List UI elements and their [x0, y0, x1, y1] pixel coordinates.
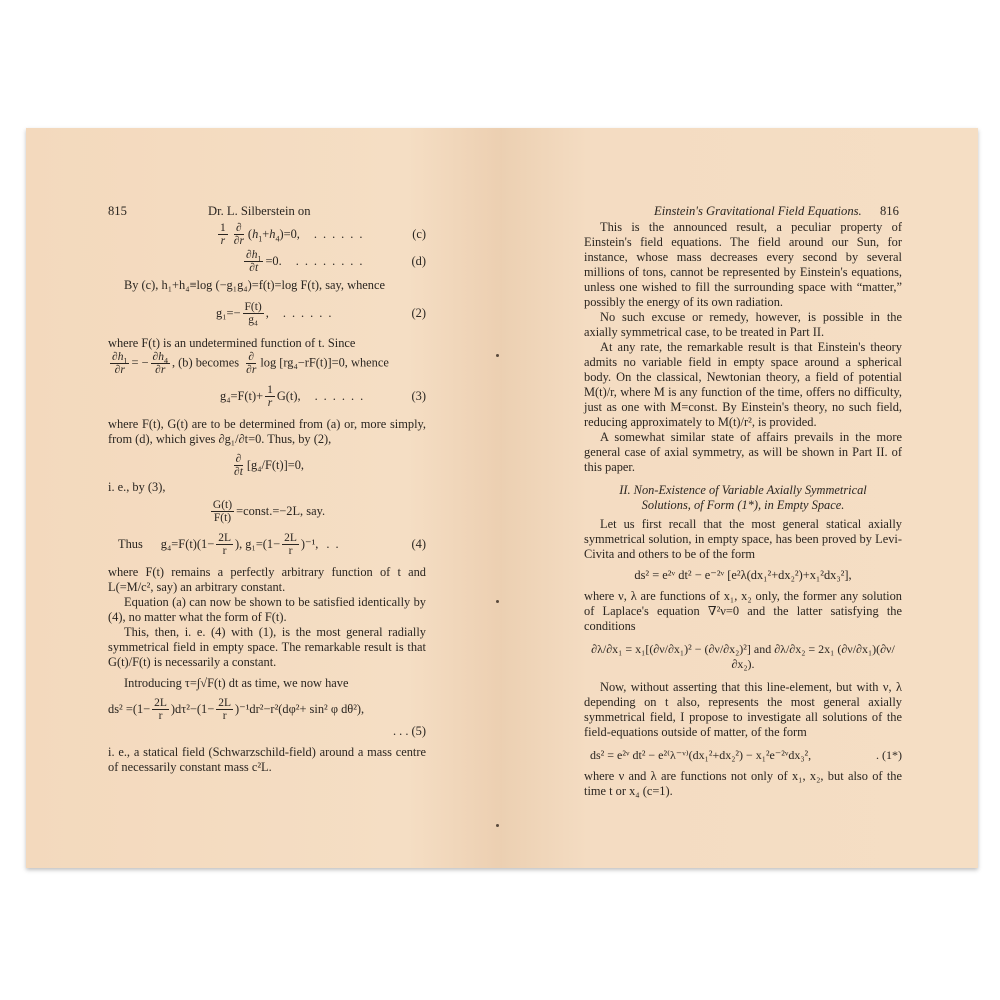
- gutter-mark: [496, 824, 499, 827]
- paragraph-4: A somewhat similar state of affairs prevails in the more general case of axial symmetry, as will be shown in Part II. of this paper.: [584, 430, 902, 474]
- paragraph-5: Let us first recall that the most general statical axially symmetrical solution, in empty space, has been proved by Levi-Civita and others to be of the form: [584, 517, 902, 561]
- paragraph-equation-a: Equation (a) can now be shown to be satisfied identically by (4), no matter what the form of F(t).: [108, 595, 426, 624]
- paragraph-introducing: Introducing τ=∫√F(t) dt as time, we now have: [124, 676, 349, 690]
- equation-c: $\frac{1}{r}$ $\frac{\partial}{\partial r}$ $(h_1+h_4)=0$, ...... (c): [220, 222, 426, 247]
- gutter-mark: [496, 354, 499, 357]
- right-page-body: [584, 220, 902, 799]
- paragraph-where-3: where F(t) remains a perfectly arbitrary function of t and L(=M/c², say) an arbitrary constant.: [108, 565, 426, 594]
- paragraph-by-c: By (c), h₁+h₄≡log (−g₁g₄)=f(t)=log F(t), say, whence: [124, 278, 385, 292]
- paragraph-where-2: where F(t), G(t) are to be determined from (a) or, more simply, from (d), which gives ∂g₁/∂t=0. Thus, by (2),: [108, 417, 426, 446]
- paragraph-3: At any rate, the remarkable result is that Einstein's theory admits no variable field in empty space around a spherical body. On the classical, Newtonian theory, a field of potential M(t)/r, where M is any function of the time, offers no difficulty, just as one with M=const. By Einstein's theory, no such field, reducing approximately to M(t)/r², is provided.: [584, 340, 902, 429]
- paragraph-where-1-cont: $\frac{\partial h_1}{\partial r}$ = − $\frac{\partial h_4}{\partial r}$ , (b) becomes $\frac{\partial}{\partial r}$ log [rg₄−rF(t)]=0, whence: [112, 351, 389, 376]
- equation-3: g₄=F(t)+ $\frac{1}{r}$ G(t), ...... (3): [220, 384, 426, 409]
- equation-d: $\frac{\partial h_1}{\partial t}$ =0. ........ (d): [246, 249, 426, 274]
- paragraph-this-then: This, then, i. e. (4) with (1), is the most general radially symmetrical field in empty space. The remarkable result is that G(t)/F(t) is necessarily a constant.: [108, 625, 426, 669]
- equation-static-line-element: ds² = e²ᵛ dt² − e⁻²ᵛ [e²λ(dx₁²+dx₂²)+x₁²dx₃²],: [634, 568, 852, 582]
- paragraph-ie: i. e., by (3),: [108, 480, 166, 494]
- paragraph-ie-2: i. e., a statical field (Schwarzschild-field) around a mass centre of necessarily constant mass c²L.: [108, 745, 426, 774]
- equation-conditions: ∂λ/∂x₁ = x₁[(∂ν/∂x₁)² − (∂ν/∂x₂)²] and ∂λ/∂x₂ = 2x₁ (∂ν/∂x₁)(∂ν/∂x₂).: [591, 642, 895, 671]
- page-number-right: 816: [880, 204, 899, 218]
- paragraph-7: Now, without asserting that this line-element, but with ν, λ depending on t also, represents the most general axially symmetrical field, I propose to investigate all solutions of the field-equations outside of matter, of the form: [584, 680, 902, 739]
- paragraph-where-1: where F(t) is an undetermined function of t. Since: [108, 336, 356, 350]
- equation-4: Thus g₄=F(t)(1− $\frac{2L}{r}$ ), g₁=(1− $\frac{2L}{r}$ )⁻¹, .. (4): [118, 532, 426, 557]
- paragraph-6: where ν, λ are functions of x₁, x₂ only, the former any solution of Laplace's equation ∇²ν=0 and the latter satisfying the conditions: [584, 589, 902, 633]
- gutter-mark: [496, 600, 499, 603]
- section-title-line-2: Solutions, of Form (1*), in Empty Space.: [641, 498, 845, 512]
- page-number-left: 815: [108, 204, 127, 218]
- right-page: [502, 128, 978, 868]
- section-title-line-1: II. Non-Existence of Variable Axially Symmetrical: [619, 483, 867, 497]
- left-page: [26, 128, 502, 868]
- equation-1-star: ds² = e²ᵛ dt² − e²⁽λ⁻ᵛ⁾(dx₁²+dx₂²) − x₁²e⁻²ᵛdx₃², . (1*): [590, 748, 902, 762]
- equation-2: g₁=− $\frac{F(t)}{\text{g₄}}$ , ...... (2): [216, 301, 426, 326]
- equation-dt: $\frac{\partial}{\partial t}$ [g₄/F(t)]=0,: [234, 453, 304, 478]
- running-head-right: Einstein's Gravitational Field Equations.: [654, 204, 862, 218]
- equation-const: $\frac{G(t)}{F(t)}$ =const.=−2L, say.: [212, 499, 326, 524]
- equation-5: ds² =(1− $\frac{2L}{r}$ )dτ²−(1− $\frac{2L}{r}$ )⁻¹dr²−r²(dφ²+ sin² φ dθ²),: [108, 697, 365, 722]
- section-heading: [584, 483, 902, 513]
- equation-5-label: . . . (5): [392, 724, 426, 738]
- paragraph-1: This is the announced result, a peculiar property of Einstein's field equations. The field around our Sun, for instance, whose mass decreases every second by several millions of tons, cannot be represented by Einstein's equations, unless one wished to fill the surrounding space with “matter,” possibly the energy of its own radiation.: [584, 220, 902, 309]
- running-head-left: Dr. L. Silberstein on: [208, 204, 311, 218]
- open-book: [26, 128, 978, 868]
- paragraph-2: No such excuse or remedy, however, is possible in the axially symmetrical case, to be treated in Part II.: [584, 310, 902, 339]
- left-page-body: [108, 220, 426, 775]
- paragraph-8: where ν and λ are functions not only of x₁, x₂, but also of the time t or x₄ (c=1).: [584, 769, 902, 798]
